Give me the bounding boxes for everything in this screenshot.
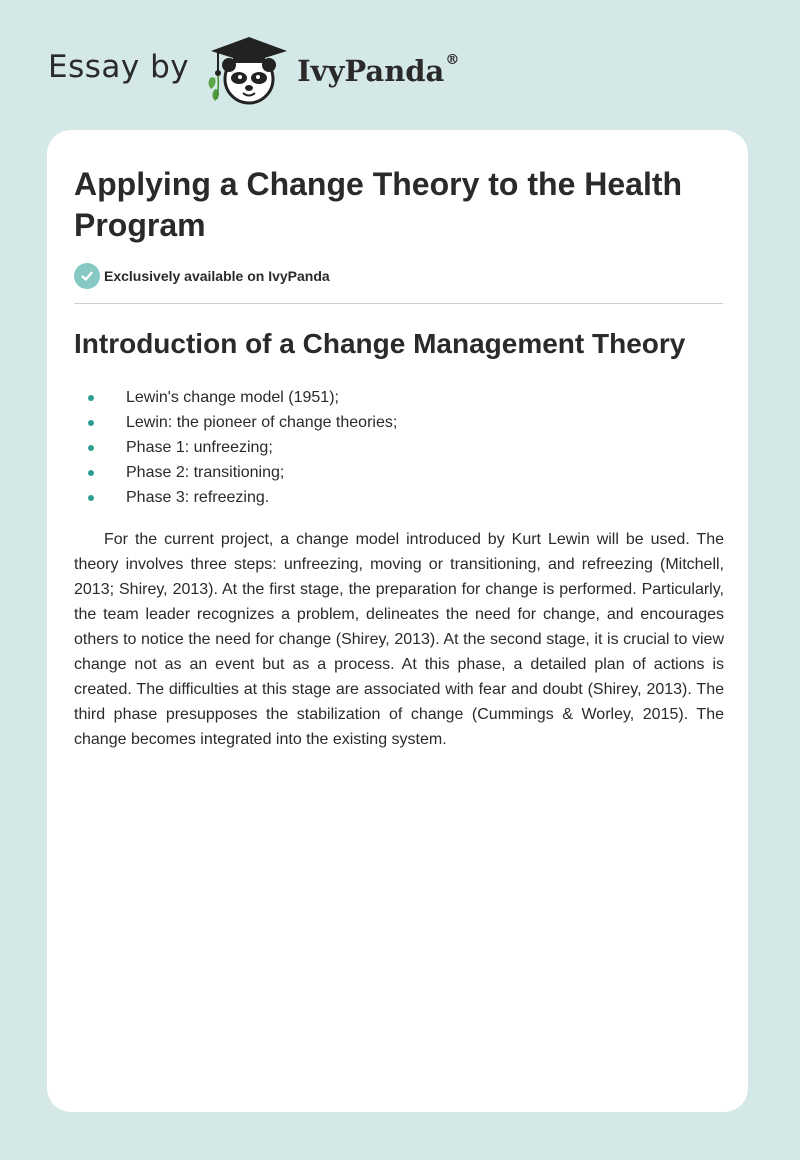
body-paragraph: For the current project, a change model introduced by Kurt Lewin will be used. The theory involves three steps: unfreezing, moving or transitioning, and refreezing (Mitchell, 2013; Shirey, 2013). At the first stage, the preparation for change is performed. Particularly, the team leader recognizes a problem, delineates the need for change, and encourages others to notice the need for change (Shirey, 2013). At the second stage, it is crucial to view change not as an event but as a process. At this phase, a detailed plan of actions is created. The difficulties at this stage are associated with fear and doubt (Shirey, 2013). The third phase presupposes the stabilization of change (Cummings & Worley, 2015). The change becomes integrated into the existing system. — [74, 531, 724, 748]
list-item: Lewin's change model (1951); — [74, 385, 397, 410]
ivypanda-wordmark: IvyPanda® — [297, 52, 460, 88]
essay-card — [47, 130, 748, 1112]
divider — [74, 303, 723, 304]
essay-by-label: Essay by — [48, 49, 190, 85]
bullet-icon — [88, 470, 94, 476]
bullet-icon — [88, 395, 94, 401]
site-header — [48, 30, 459, 110]
panda-graduation-cap-icon — [205, 33, 291, 107]
bullet-icon — [88, 420, 94, 426]
list-item: Lewin: the pioneer of change theories; — [74, 410, 397, 435]
check-icon — [74, 263, 100, 289]
essay-title: Applying a Change Theory to the Health Program — [74, 166, 683, 243]
exclusive-badge — [74, 263, 330, 289]
ivypanda-logo[interactable] — [205, 33, 459, 107]
section-heading: Introduction of a Change Management Theory — [74, 328, 686, 359]
exclusive-label: Exclusively available on IvyPanda — [104, 268, 330, 284]
bullet-icon — [88, 445, 94, 451]
bullet-icon — [88, 495, 94, 501]
list-item: Phase 1: unfreezing; — [74, 435, 397, 460]
list-item: Phase 2: transitioning; — [74, 460, 397, 485]
list-item: Phase 3: refreezing. — [74, 485, 397, 510]
bullet-list — [74, 385, 397, 510]
